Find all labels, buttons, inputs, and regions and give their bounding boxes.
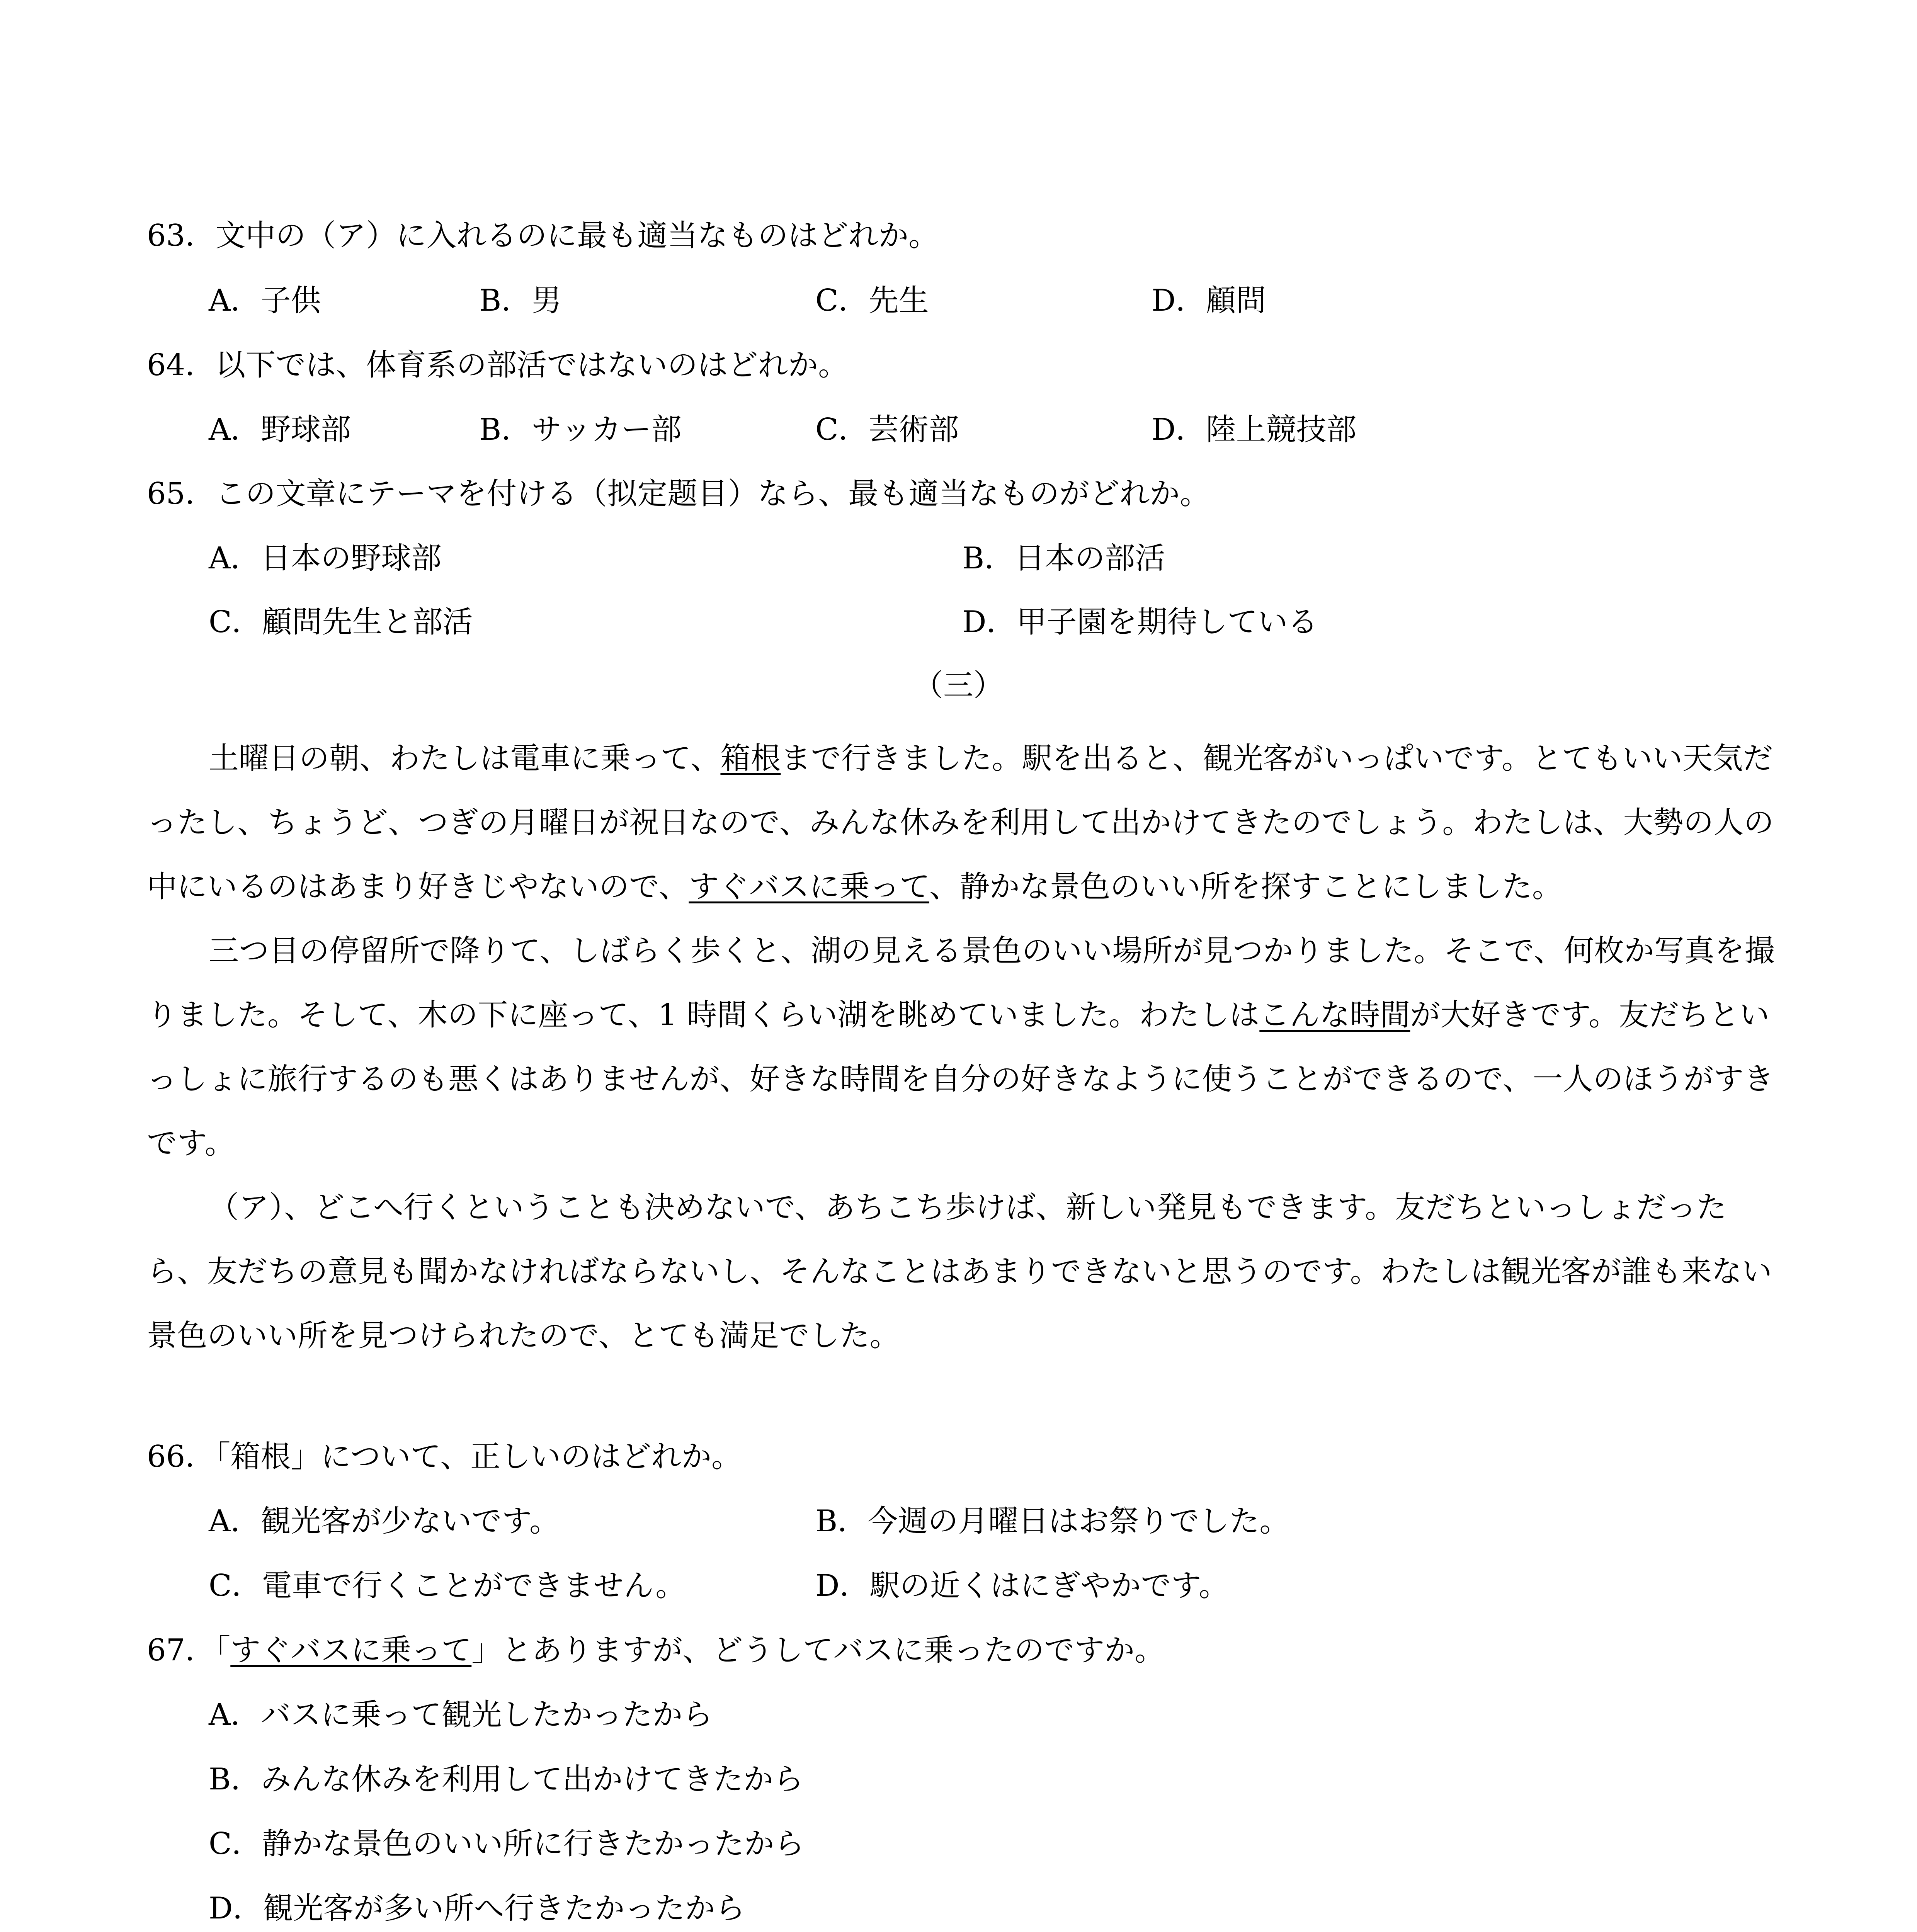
option-d: D．駅の近くはにぎやかです。 [815,1568,1229,1603]
underlined-bus: すぐバスに乗って [689,869,929,904]
option-c: C．先生 [815,283,929,318]
option-d: D．甲子園を期待している [962,605,1318,639]
p1-text-c: 、静かな景色のいい所を探すことにしました。 [929,869,1562,904]
p2-text-a: 三つ目の停留所で降りて、しばらく歩くと、湖の見える景色のいい場所が見つかりました。そこで、何枚か写真を撮りました。そして、木の下に座って、1 時間くらい湖を眺めていました。わたしは [147,934,1775,1032]
passage-paragraph-3: （ア）、どこへ行くということも決めないで、あちこち歩けば、新しい発見もできます。友だちといっしょだったら、友だちの意見も聞かなければならないし、そんなことはあまりできないと思うのです。わたしは観光客が誰も来ない景色のいい所を見つけられたので、とても満足でした。 [147,1190,1772,1353]
q67-underlined: すぐバスに乗って [230,1633,472,1668]
option-a: A．日本の野球部 [209,541,442,576]
passage-paragraph-2 [147,919,1781,1175]
option-b: B．今週の月曜日はお祭りでした。 [815,1504,1290,1539]
option-a: A．野球部 [209,412,351,447]
option-d: D．陸上競技部 [1152,412,1357,447]
reading-passage [147,726,1781,1368]
p1-text-b: まで行きました。駅を出ると、観光客がいっぱいです。とてもいい天気だったし、ちょうど、つぎの月曜日が祝日なので、みんな休みを利用して出かけてきたのでしょう。わたしは、大勢の人の中にいるのはあまり好きじやないので、 [147,741,1774,904]
option-a: A．観光客が少ないです。 [209,1504,560,1539]
underlined-time: こんな時間 [1259,998,1410,1032]
question-66-stem: 66．「箱根」について、正しいのはどれか。 [147,1439,742,1474]
option-b: B．男 [479,283,562,318]
section-title: （三） [913,668,1004,703]
p2-text-b: が大好きです。友だちといっしょに旅行するのも悪くはありませんが、好きな時間を自分の好きなように使うことができるので、一人のほうがすきです。 [147,998,1774,1161]
underlined-hakone: 箱根 [720,741,781,776]
question-64-stem: 64．以下では、体育系の部活ではないのはどれか。 [147,348,849,383]
option-a: A．子供 [209,283,321,318]
q67-rest: 」とありますが、どうしてバスに乗ったのですか。 [471,1633,1165,1668]
option-b: B．サッカー部 [479,412,682,447]
option-c: C．顧問先生と部活 [209,605,473,639]
question-67-option-b: B．みんな休みを利用して出かけてきたから [209,1762,804,1797]
question-65-stem: 65．この文章にテーマを付ける（拟定题目）なら、最も適当なものがどれか。 [147,476,1210,511]
p1-text-a: 土曜日の朝、わたしは電車に乗って、 [209,741,721,776]
option-c: C．電車で行くことができません。 [209,1568,686,1603]
option-d: D．顧問 [1152,283,1266,318]
question-67-option-d: D．観光客が多い所へ行きたかったから [209,1891,745,1926]
question-67-stem [147,1631,1789,1670]
q67-num: 67．「 [147,1633,231,1668]
option-c: C．芸術部 [815,412,959,447]
question-67-option-a: A．バスに乗って観光したかったから [209,1697,713,1732]
passage-paragraph-1 [147,726,1781,919]
question-67-option-c: C．静かな景色のいい所に行きたかったから [209,1827,805,1861]
question-63-stem: 63．文中の（ア）に入れるのに最も適当なものはどれか。 [147,218,939,253]
option-b: B．日本の部活 [962,541,1165,576]
